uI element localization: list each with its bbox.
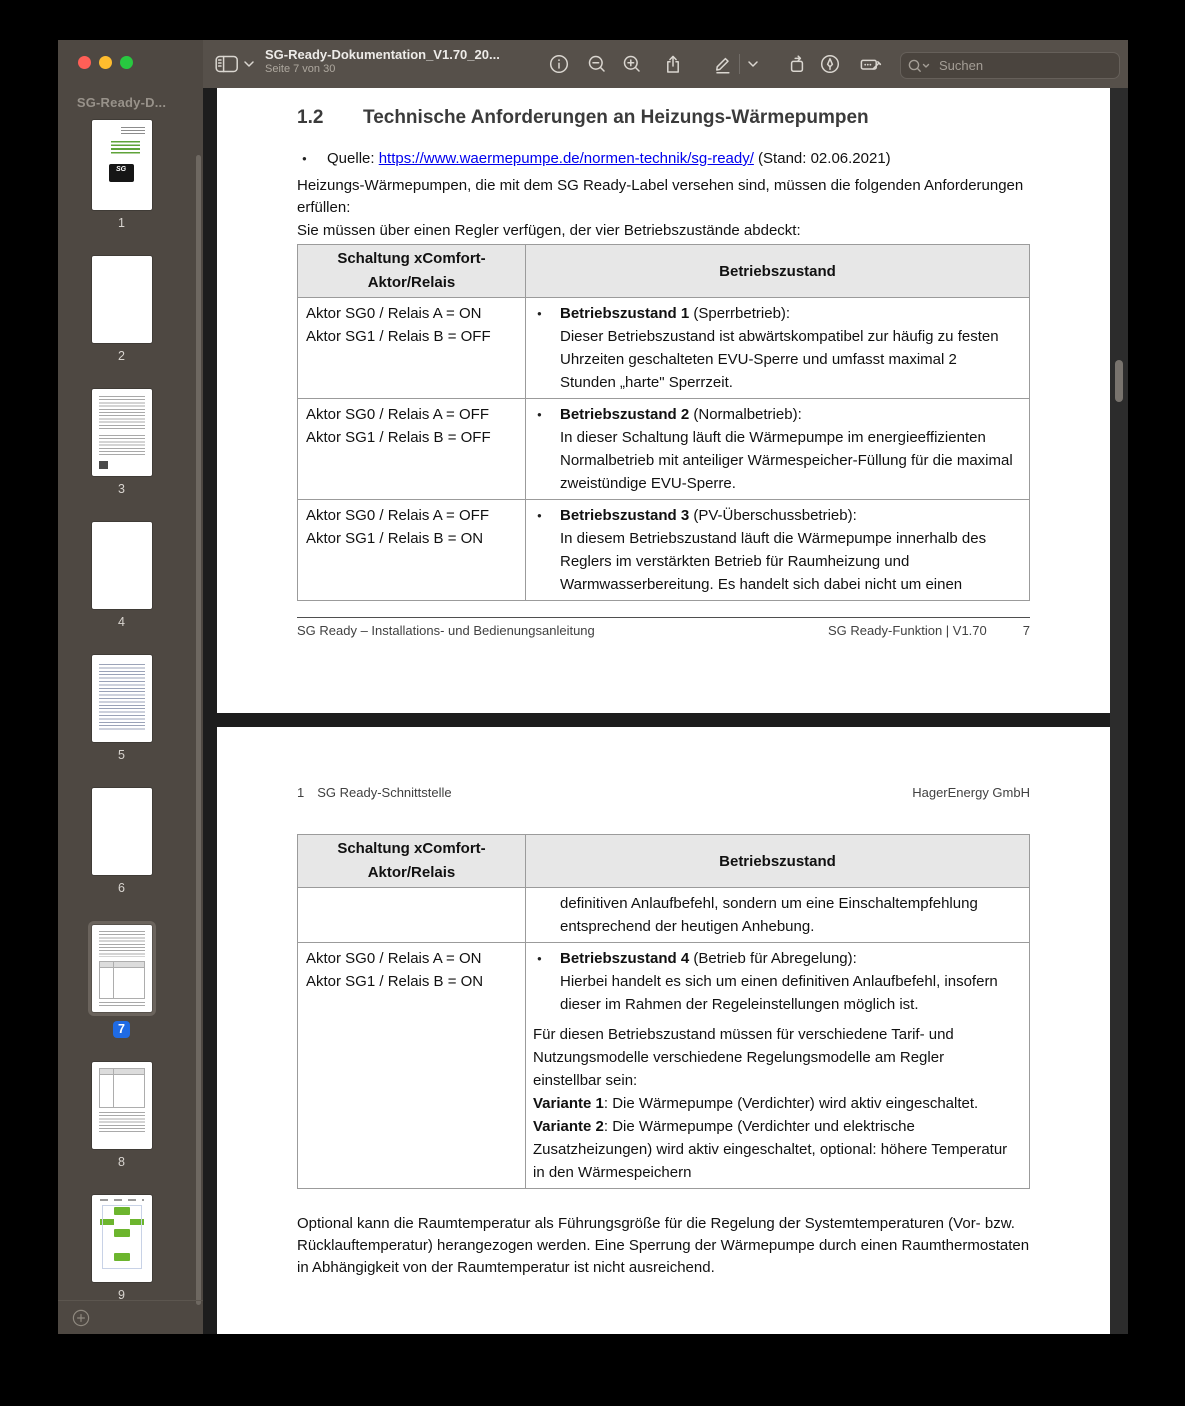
document-title: SG-Ready-Dokumentation_V1.70_20... (265, 47, 500, 62)
sidebar-toggle-icon (215, 55, 239, 73)
zoom-in-button[interactable] (618, 50, 646, 78)
table-cell-left (298, 888, 526, 942)
table-cell-left (298, 298, 526, 398)
text-run: Variante 2 (533, 1118, 604, 1135)
thumbnail-content-decoration (99, 461, 108, 469)
paragraph-runs (560, 305, 790, 322)
info-icon (549, 54, 569, 74)
thumbnail-highlight (92, 1195, 152, 1282)
text-run: : Die Wärmepumpe (Verdichter und elektrische Zusatzheizungen) wird aktiv eingeschaltet, optional: höhere Temperatur in den Wärmespeichern (533, 1118, 1008, 1181)
sidebar-scrollbar[interactable] (196, 155, 201, 1305)
text-run: (Normalbetrieb): (689, 406, 802, 423)
paragraph-runs (560, 950, 857, 967)
sidebar-footer (58, 1300, 203, 1334)
thumbnail-content-decoration (99, 931, 145, 957)
thumbnail-content-decoration (99, 961, 145, 999)
footer-left: SG Ready – Installations- und Bedienungsanleitung (297, 623, 595, 638)
paragraph-runs (560, 895, 978, 935)
cell-paragraph (533, 403, 1015, 426)
thumbnail-page-number: 7 (113, 1021, 130, 1038)
paragraph-runs (533, 1026, 954, 1089)
chevron-down-icon (748, 61, 758, 67)
header-section-title: SG Ready-Schnittstelle (317, 785, 452, 800)
sidebar-toggle-button[interactable] (213, 50, 241, 78)
relais-line: Aktor SG0 / Relais A = OFF (306, 406, 489, 423)
thumbnail-content-decoration (99, 396, 145, 430)
table-cell-right (526, 943, 1029, 1188)
thumbnail-item[interactable] (92, 256, 152, 365)
footer-doc-version: SG Ready-Funktion | V1.70 (828, 623, 987, 638)
table-cell-right (526, 888, 1029, 942)
table-row (298, 398, 1029, 499)
text-run: Für diesen Betriebszustand müssen für verschiedene Tarif- und Nutzungsmodelle verschiedene Regelungsmodelle am Regler einstellbar sein: (533, 1026, 954, 1089)
thumbnail-item[interactable] (92, 788, 152, 897)
table-header-line: Aktor/Relais (367, 274, 456, 291)
thumbnail-item[interactable] (92, 1062, 152, 1171)
page-thumbnail[interactable] (92, 925, 152, 1012)
minimize-window-button[interactable] (99, 56, 112, 69)
preview-window (58, 40, 1128, 1334)
thumbnail-highlight (92, 120, 152, 210)
table-header-left (298, 835, 526, 887)
text-run: Variante 1 (533, 1095, 604, 1112)
source-suffix: (Stand: 02.06.2021) (753, 150, 891, 167)
share-icon (663, 54, 683, 74)
thumbnail-page-number: 4 (118, 615, 125, 629)
page-thumbnail[interactable] (92, 389, 152, 476)
paragraph-runs (560, 406, 802, 423)
thumbnail-content-decoration (99, 435, 145, 457)
table-cell-right (526, 500, 1029, 600)
chevron-down-icon (244, 61, 254, 67)
text-run: (Sperrbetrieb): (689, 305, 791, 322)
cell-paragraph (533, 892, 1015, 938)
thumbnail-content-decoration (102, 1205, 142, 1269)
thumbnail-content-decoration (99, 1002, 145, 1007)
table-header-row (298, 245, 1029, 297)
thumbnail-list (58, 120, 185, 1302)
table-header-line: Aktor/Relais (367, 864, 456, 881)
search-magnifier-icon (908, 59, 932, 73)
text-run: In dieser Schaltung läuft die Wärmepumpe im energieeffizienten Normalbetrieb mit anteiliger Wärmespeicher-Füllung für die maximal zweistündige EVU-Sperre. (560, 429, 1013, 492)
table-cell-right (526, 298, 1029, 398)
window-controls (78, 56, 133, 69)
add-page-button[interactable] (72, 1309, 90, 1327)
table-row (298, 297, 1029, 398)
text-run: : Die Wärmepumpe (Verdichter) wird aktiv eingeschaltet. (603, 1095, 979, 1112)
thumbnail-page-number: 6 (118, 881, 125, 895)
page-footer (297, 617, 1030, 638)
table-cell-right (526, 399, 1029, 499)
header-right: HagerEnergy GmbH (912, 785, 1030, 800)
page-thumbnail[interactable] (92, 522, 152, 609)
paragraph-runs (560, 973, 998, 1013)
thumbnail-page-number: 5 (118, 748, 125, 762)
source-label: Quelle: (327, 150, 379, 167)
thumbnail-page-number: 1 (118, 216, 125, 230)
thumbnail-content-decoration (99, 1112, 145, 1134)
text-run: Betriebszustand 3 (560, 507, 690, 524)
relais-line: Aktor SG1 / Relais B = ON (306, 973, 484, 990)
footer-page-number: 7 (1022, 623, 1030, 638)
form-fill-button[interactable] (856, 50, 884, 78)
table-cell-left (298, 943, 526, 1188)
cell-paragraph (533, 302, 1015, 325)
table-header-right: Betriebszustand (719, 852, 836, 870)
relais-line: Aktor SG0 / Relais A = ON (306, 305, 482, 322)
text-run: Betriebszustand 4 (560, 950, 690, 967)
relais-line: Aktor SG1 / Relais B = OFF (306, 429, 491, 446)
main-area (203, 40, 1128, 1334)
page-thumbnail[interactable] (92, 1195, 152, 1282)
cell-paragraph (533, 1023, 1015, 1092)
form-fill-icon (859, 54, 882, 74)
thumbnail-highlight (92, 655, 152, 742)
table-header-left (298, 245, 526, 297)
thumbnail-highlight (92, 1062, 152, 1149)
cell-paragraph (533, 947, 1015, 970)
section-heading (297, 107, 1030, 129)
table-header-row (298, 835, 1029, 887)
table-body (298, 887, 1029, 1188)
close-window-button[interactable] (78, 56, 91, 69)
betriebszustand-table (297, 244, 1030, 601)
text-run: Dieser Betriebszustand ist abwärtskompatibel zur häufig zu festen Uhrzeiten geschalteten EVU-Sperre und umfasst maximal 2 Stunden „harte" Sperrzeit. (560, 328, 999, 391)
text-run: definitiven Anlaufbefehl, sondern um eine Einschaltempfehlung entsprechend der heutigen Anhebung. (560, 895, 978, 935)
thumbnail-highlight (92, 788, 152, 875)
thumbnail-highlight (92, 389, 152, 476)
table-cell-left (298, 500, 526, 600)
paragraph-runs (560, 530, 986, 593)
thumbnail-highlight (88, 921, 156, 1016)
search-field[interactable] (900, 52, 1120, 79)
markup-chevron-button[interactable] (745, 50, 761, 78)
thumbnail-content-decoration (99, 664, 145, 732)
table-header-line: Schaltung xComfort- (337, 840, 486, 857)
toolbar (203, 40, 1128, 88)
page-thumbnail[interactable] (92, 655, 152, 742)
source-link[interactable]: https://www.waermepumpe.de/normen-technik/sg-ready/ (378, 150, 754, 167)
table-cell-left (298, 399, 526, 499)
relais-line: Aktor SG0 / Relais A = ON (306, 950, 482, 967)
draw-pen-icon (820, 54, 840, 74)
zoom-in-icon (622, 54, 642, 74)
pdf-page-8 (217, 727, 1110, 1334)
table-header-right: Betriebszustand (719, 262, 836, 280)
source-line (297, 148, 1030, 170)
relais-line: Aktor SG1 / Relais B = ON (306, 530, 484, 547)
scrollbar-thumb[interactable] (1115, 360, 1123, 402)
paragraph-runs (560, 429, 1013, 492)
thumbnail-item[interactable] (88, 921, 156, 1038)
thumbnail-content-decoration (99, 1068, 145, 1108)
zoom-out-button[interactable] (583, 50, 611, 78)
header-section-number: 1 (297, 785, 305, 800)
thumbnail-highlight (92, 522, 152, 609)
thumbnail-item[interactable] (92, 120, 152, 232)
document-scroll-area[interactable] (203, 88, 1128, 1334)
page-header (297, 785, 1030, 800)
betriebszustand-table-continued (297, 834, 1030, 1189)
table-body (298, 297, 1029, 600)
fullscreen-window-button[interactable] (120, 56, 133, 69)
paragraph-runs (560, 328, 999, 391)
table-row (298, 499, 1029, 600)
paragraph-runs (533, 1095, 978, 1112)
cell-paragraph (533, 527, 1015, 596)
markup-button[interactable] (709, 50, 737, 78)
cell-paragraph (533, 1092, 1015, 1115)
cell-paragraph (533, 970, 1015, 1016)
page-indicator: Seite 7 von 30 (265, 63, 336, 75)
paragraph-runs (560, 507, 857, 524)
text-run: Betriebszustand 1 (560, 305, 690, 322)
vertical-scrollbar[interactable] (1110, 88, 1128, 1334)
share-button[interactable] (659, 50, 687, 78)
page-thumbnail[interactable] (92, 1062, 152, 1149)
info-button[interactable] (545, 50, 573, 78)
window-title-block (265, 47, 535, 75)
rotate-button[interactable] (783, 50, 811, 78)
markup-pencil-icon (713, 54, 733, 74)
paragraph-runs (533, 1118, 1007, 1181)
page-thumbnail[interactable] (92, 788, 152, 875)
thumbnail-page-number: 8 (118, 1155, 125, 1169)
thumbnail-item[interactable] (92, 1195, 152, 1304)
thumbnail-item[interactable] (92, 389, 152, 498)
table-row (298, 942, 1029, 1188)
pdf-page-7 (217, 88, 1110, 713)
document-name-label: SG-Ready-D... (76, 95, 167, 110)
thumbnail-page-number: 9 (118, 1288, 125, 1302)
text-run: In diesem Betriebszustand läuft die Wärmepumpe innerhalb des Reglers im verstärkten Betrieb für Raumheizung und Warmwasserbereitung. Es handelt sich dabei nicht um einen (560, 530, 987, 593)
rotate-icon (787, 54, 807, 74)
text-run: (Betrieb für Abregelung): (689, 950, 857, 967)
text-run: Hierbei handelt es sich um einen definitiven Anlaufbefehl, insofern dieser im Rahmen der Regeleinstellungen möglich ist. (560, 973, 998, 1013)
thumbnail-content-decoration (121, 127, 145, 136)
text-run: (PV-Überschussbetrieb): (689, 507, 857, 524)
text-run: Betriebszustand 2 (560, 406, 690, 423)
page-thumbnail[interactable] (92, 120, 152, 210)
table-row (298, 887, 1029, 942)
outro-paragraph: Optional kann die Raumtemperatur als Führungsgröße für die Regelung der Systemtemperaturen (Vor- bzw. Rücklauftemperatur) herangezogen werden. Eine Sperrung der Wärmepumpe durch einen Raumthermostaten in Abhängigkeit von der Raumtemperatur ist nicht ausreichend. (297, 1215, 1030, 1276)
cell-paragraph (533, 1115, 1015, 1184)
plus-circle-icon (72, 1309, 90, 1327)
cell-paragraph (533, 504, 1015, 527)
thumbnail-content-decoration (100, 1199, 144, 1201)
thumbnail-content-decoration (111, 141, 140, 155)
thumbnail-item[interactable] (92, 655, 152, 764)
intro-paragraph: Sie müssen über einen Regler verfügen, der vier Betriebszustände abdeckt: (297, 222, 801, 239)
section-title: Technische Anforderungen an Heizungs-Wärmepumpen (363, 107, 869, 128)
search-input[interactable] (937, 57, 1119, 74)
cell-paragraph (533, 325, 1015, 394)
thumbnail-item[interactable] (92, 522, 152, 631)
thumbnail-page-number: 2 (118, 349, 125, 363)
sidebar (58, 40, 203, 1334)
toolbar-divider (739, 54, 740, 74)
table-header-line: Schaltung xComfort- (337, 250, 486, 267)
header-left (297, 785, 452, 800)
footer-right-group (828, 623, 1030, 638)
zoom-out-icon (587, 54, 607, 74)
page-thumbnail[interactable] (92, 256, 152, 343)
thumbnail-page-number: 3 (118, 482, 125, 496)
intro-paragraph: Heizungs-Wärmepumpen, die mit dem SG Ready-Label versehen sind, müssen die folgenden Anforderungen erfüllen: (297, 177, 1024, 216)
draw-button[interactable] (816, 50, 844, 78)
thumbnail-content-decoration (109, 164, 134, 182)
thumbnail-highlight (92, 256, 152, 343)
cell-paragraph (533, 426, 1015, 495)
relais-line: Aktor SG1 / Relais B = OFF (306, 328, 491, 345)
relais-line: Aktor SG0 / Relais A = OFF (306, 507, 489, 524)
section-number: 1.2 (297, 107, 324, 128)
sidebar-mode-chevron-button[interactable] (241, 50, 257, 78)
